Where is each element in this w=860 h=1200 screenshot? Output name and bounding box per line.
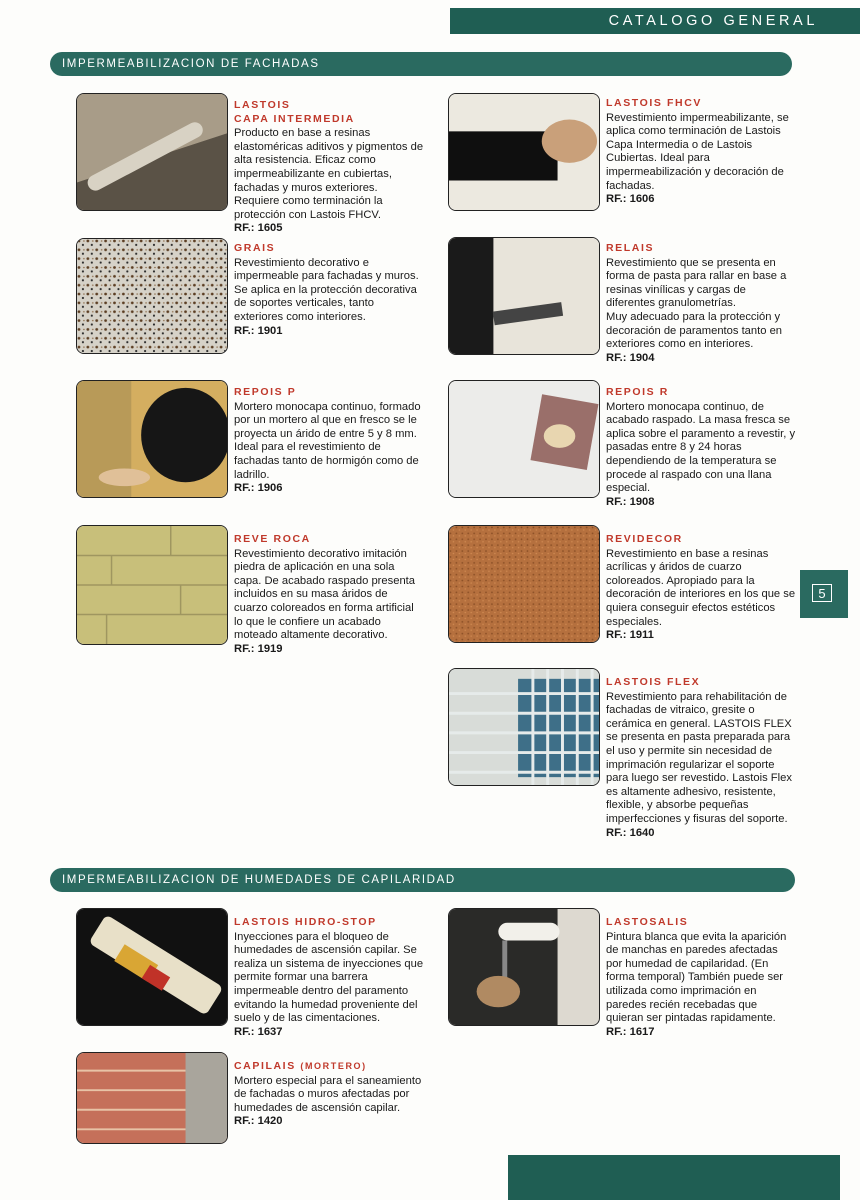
- product-title: REVIDECOR: [606, 533, 683, 545]
- product-photo: [448, 908, 600, 1026]
- product-description: Mortero monocapa continuo, formado por un mortero al que en fresco se le proyecta un árido de entre 5 y 8 mm. Ideal para el revestimiento de fachadas tanto de hormigón como de ladrillo.: [234, 400, 421, 481]
- product-relais: [448, 237, 808, 377]
- product-title: LASTOIS FLEX: [606, 676, 701, 688]
- page-number: 5: [812, 584, 832, 602]
- product-photo: [76, 380, 228, 498]
- product-capilais: [76, 1052, 436, 1162]
- product-ref: RF.: 1617: [606, 1025, 655, 1038]
- product-ref: RF.: 1911: [606, 629, 654, 642]
- product-lastois-fhcv: [448, 93, 808, 213]
- product-title: RELAIS: [606, 242, 655, 254]
- product-photo: [76, 1052, 228, 1144]
- product-subtitle: CAPA INTERMEDIA: [234, 112, 355, 125]
- product-title: GRAIS: [234, 242, 276, 254]
- product-lastois-flex: [448, 668, 808, 858]
- product-description: Revestimiento decorativo e impermeable para fachadas y muros. Se aplica en la protección decorativa de soportes verticales, tanto exteriores como interiores.: [234, 256, 419, 323]
- product-title: REPOIS P: [234, 386, 297, 398]
- product-title-main: CAPILAIS: [234, 1060, 296, 1072]
- product-photo: [448, 237, 600, 355]
- product-description: Revestimiento que se presenta en forma de pasta para rallar en base a resinas vinílicas y cargas de diferentes granulometrías.: [606, 256, 787, 310]
- product-ref: RF.: 1904: [606, 351, 655, 364]
- product-description: Pintura blanca que evita la aparición de manchas en paredes afectadas por humedad de capilaridad. (En forma temporal) También puede ser utilizada como imprimación en paredes recién recebadas que quieran ser pintadas rapidamente.: [606, 930, 787, 1025]
- product-lastosalis: [448, 908, 808, 1058]
- product-lastois-capa-intermedia: [76, 93, 436, 238]
- product-photo: [76, 238, 228, 354]
- product-ref: RF.: 1906: [234, 482, 283, 495]
- catalog-header: [450, 8, 860, 33]
- product-photo: [76, 908, 228, 1026]
- page-tab: [800, 570, 848, 618]
- product-description: Inyecciones para el bloqueo de humedades de ascensión capilar. Se realiza un sistema de inyecciones que permite formar una barrera impermeable dentro del paramento evitando la humedad proveniente del suelo y de las cimentaciones.: [234, 930, 424, 1025]
- product-revidecor: [448, 525, 808, 645]
- footer-bar: [508, 1155, 840, 1200]
- product-description: Mortero monocapa continuo, de acabado raspado. La masa fresca se aplica sobre el paramento a revestir, y pasadas entre 8 y 24 horas dependiendo de la temperatura se procede al raspado con una llana especial.: [606, 400, 796, 495]
- product-ref: RF.: 1420: [234, 1115, 283, 1128]
- section-header-capilaridad: IMPERMEABILIZACION DE HUMEDADES DE CAPILARIDAD: [50, 868, 795, 892]
- product-description-cont: Muy adecuado para la protección y decoración de paramentos tanto en exteriores como en interiores.: [606, 310, 783, 351]
- product-repois-p: [76, 380, 436, 500]
- header-rule: [450, 32, 860, 34]
- product-repois-r: [448, 380, 808, 515]
- product-title: LASTOSALIS: [606, 916, 689, 928]
- product-description: Mortero especial para el saneamiento de fachadas o muros afectadas por humedades de ascensión capilar.: [234, 1074, 422, 1114]
- product-title-suffix: (MORTERO): [300, 1061, 367, 1071]
- product-reve-roca: [76, 525, 436, 660]
- product-photo: [76, 93, 228, 211]
- product-ref: RF.: 1919: [234, 642, 283, 655]
- product-description: Revestimiento para rehabilitación de fachadas de vitraico, gresite o cerámica en general. LASTOIS FLEX se presenta en pasta preparada para el uso y permite sin necesidad de imprimación regularizar el soporte para luego ser revestido. Lastois Flex es altamente adhesivo, resistente, flexible, y absorbe pequeñas imperfecciones y fisuras del soporte.: [606, 690, 792, 825]
- product-photo: [448, 668, 600, 786]
- catalog-title: CATALOGO GENERAL: [608, 13, 818, 29]
- product-ref: RF.: 1901: [234, 324, 283, 337]
- product-description: Revestimiento impermeabilizante, se aplica como terminación de Lastois Capa Intermedia o de Lastois Cubiertas. Ideal para impermeabilización y decoración de fachadas.: [606, 111, 789, 192]
- product-photo: [448, 525, 600, 643]
- product-photo: [76, 525, 228, 645]
- product-ref: RF.: 1606: [606, 193, 655, 206]
- product-title: REVE ROCA: [234, 533, 311, 545]
- product-title: LASTOIS FHCV: [606, 97, 703, 109]
- product-description: Revestimiento en base a resinas acrílicas y áridos de cuarzo coloreados. Apropiado para la decoración de interiores en los que se quiera conseguir efectos estéticos especiales.: [606, 547, 796, 628]
- product-grais: [76, 238, 436, 356]
- product-photo: [448, 380, 600, 498]
- product-title: LASTOIS: [234, 99, 291, 111]
- product-title: REPOIS R: [606, 386, 669, 398]
- product-ref: RF.: 1605: [234, 222, 283, 235]
- product-title: [234, 1060, 424, 1074]
- product-lastois-hidro-stop: [76, 908, 436, 1043]
- product-description: Producto en base a resinas elastoméricas aditivos y pigmentos de alta resistencia. Eficaz como impermeabilizante en cubiertas, fachadas y muros exteriores. Requiere como terminación la protección con Lastois FHCV.: [234, 127, 424, 221]
- product-ref: RF.: 1640: [606, 826, 655, 839]
- product-description: Revestimiento decorativo imitación piedra de aplicación en una sola capa. De acabado raspado presenta incluidos en su masa áridos de cuarzo coloreados en forma artificial lo que le confiere un acabado moteado altamente decorativo.: [234, 547, 415, 642]
- product-title: LASTOIS HIDRO-STOP: [234, 916, 377, 928]
- product-ref: RF.: 1637: [234, 1025, 283, 1038]
- product-ref: RF.: 1908: [606, 495, 655, 508]
- section-header-fachadas: IMPERMEABILIZACION DE FACHADAS: [50, 52, 792, 76]
- product-photo: [448, 93, 600, 211]
